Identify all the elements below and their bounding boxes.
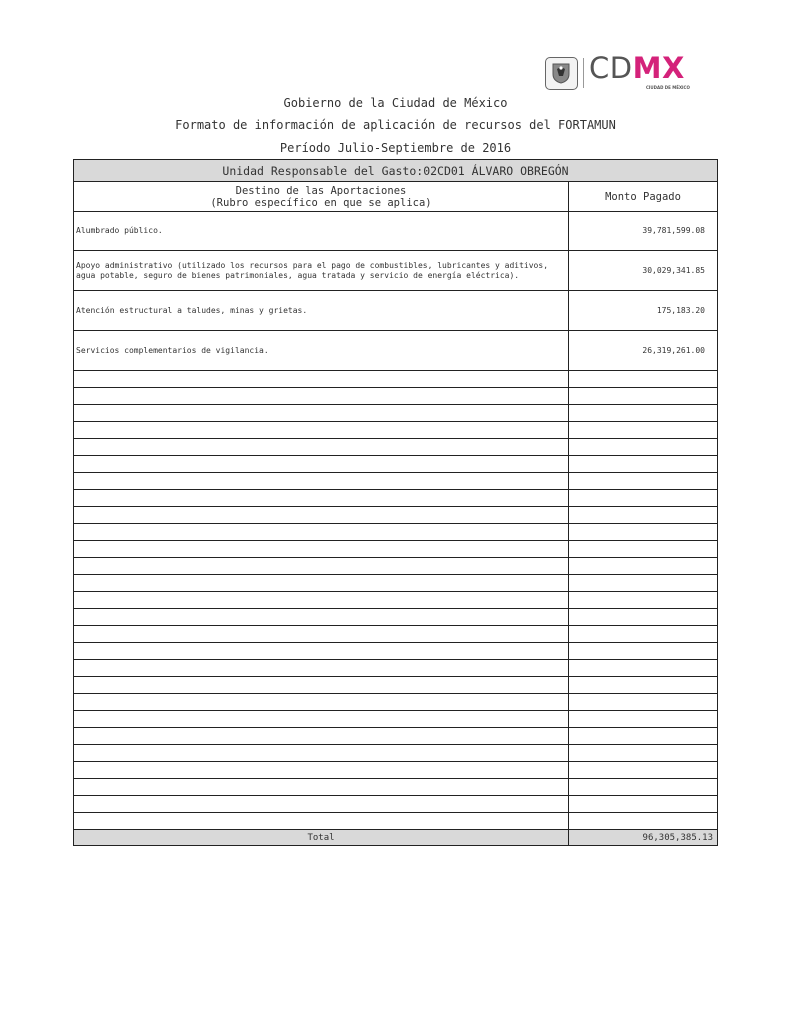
row-description: Servicios complementarios de vigilancia. — [74, 331, 569, 371]
row-amount: 175,183.20 — [569, 291, 718, 331]
empty-cell — [74, 694, 569, 711]
coat-of-arms-icon — [545, 57, 578, 90]
empty-row — [74, 745, 718, 762]
empty-cell — [569, 388, 718, 405]
empty-row — [74, 694, 718, 711]
fortamun-table — [73, 159, 718, 846]
empty-cell — [569, 575, 718, 592]
column-header-row — [74, 182, 718, 212]
empty-cell — [74, 473, 569, 490]
empty-cell — [74, 558, 569, 575]
empty-cell — [569, 643, 718, 660]
empty-row — [74, 677, 718, 694]
empty-row — [74, 592, 718, 609]
empty-cell — [74, 660, 569, 677]
empty-cell — [74, 541, 569, 558]
empty-cell — [569, 541, 718, 558]
empty-row — [74, 558, 718, 575]
destination-header — [74, 182, 569, 212]
empty-cell — [74, 388, 569, 405]
empty-cell — [74, 677, 569, 694]
empty-row — [74, 439, 718, 456]
empty-cell — [569, 507, 718, 524]
empty-row — [74, 796, 718, 813]
empty-cell — [74, 813, 569, 830]
empty-cell — [569, 439, 718, 456]
empty-cell — [569, 779, 718, 796]
empty-row — [74, 626, 718, 643]
empty-cell — [569, 677, 718, 694]
empty-cell — [74, 762, 569, 779]
empty-row — [74, 456, 718, 473]
empty-cell — [74, 422, 569, 439]
empty-row — [74, 388, 718, 405]
empty-row — [74, 541, 718, 558]
empty-cell — [569, 371, 718, 388]
unit-label: Unidad Responsable del Gasto:02CD01 ÁLVARO OBREGÓN — [74, 160, 718, 182]
empty-row — [74, 711, 718, 728]
empty-cell — [74, 456, 569, 473]
empty-row — [74, 507, 718, 524]
row-amount: 26,319,261.00 — [569, 331, 718, 371]
empty-row — [74, 405, 718, 422]
row-description: Alumbrado público. — [74, 212, 569, 251]
empty-cell — [74, 490, 569, 507]
row-description: Atención estructural a taludes, minas y grietas. — [74, 291, 569, 331]
empty-cell — [74, 779, 569, 796]
empty-row — [74, 762, 718, 779]
government-title: Gobierno de la Ciudad de México — [283, 96, 508, 110]
empty-cell — [74, 626, 569, 643]
logo-wordmark: CDMX — [589, 51, 685, 85]
empty-row — [74, 643, 718, 660]
empty-row — [74, 728, 718, 745]
empty-cell — [569, 422, 718, 439]
total-label: Total — [74, 830, 569, 846]
empty-row — [74, 371, 718, 388]
empty-cell — [569, 473, 718, 490]
period-title: Período Julio-Septiembre de 2016 — [279, 141, 512, 155]
empty-row — [74, 473, 718, 490]
empty-cell — [74, 728, 569, 745]
empty-cell — [569, 456, 718, 473]
destination-header-line1: Destino de las Aportaciones — [235, 184, 407, 197]
empty-cell — [74, 575, 569, 592]
logo-subtitle: CIUDAD DE MÉXICO — [646, 85, 690, 90]
empty-cell — [569, 796, 718, 813]
empty-row — [74, 660, 718, 677]
empty-cell — [569, 660, 718, 677]
empty-cell — [569, 694, 718, 711]
empty-cell — [569, 405, 718, 422]
empty-cell — [569, 813, 718, 830]
empty-cell — [74, 711, 569, 728]
empty-cell — [74, 609, 569, 626]
empty-cell — [74, 745, 569, 762]
total-row — [74, 830, 718, 846]
empty-row — [74, 490, 718, 507]
table-row — [74, 212, 718, 251]
empty-cell — [74, 405, 569, 422]
logo-divider — [583, 58, 584, 88]
empty-cell — [74, 524, 569, 541]
row-amount: 30,029,341.85 — [569, 251, 718, 291]
format-title: Formato de información de aplicación de recursos del FORTAMUN — [175, 118, 616, 132]
empty-cell — [569, 609, 718, 626]
empty-row — [74, 609, 718, 626]
empty-cell — [74, 796, 569, 813]
empty-cell — [569, 711, 718, 728]
unit-row — [74, 160, 718, 182]
empty-cell — [74, 371, 569, 388]
empty-cell — [74, 439, 569, 456]
empty-row — [74, 813, 718, 830]
destination-header-line2: (Rubro específico en que se aplica) — [210, 196, 432, 209]
empty-cell — [74, 507, 569, 524]
empty-cell — [569, 558, 718, 575]
empty-row — [74, 575, 718, 592]
empty-cell — [569, 728, 718, 745]
empty-cell — [569, 762, 718, 779]
empty-cell — [569, 490, 718, 507]
empty-cell — [569, 745, 718, 762]
row-amount: 39,781,599.08 — [569, 212, 718, 251]
empty-cell — [74, 592, 569, 609]
table-row — [74, 251, 718, 291]
table-row — [74, 291, 718, 331]
empty-cell — [569, 592, 718, 609]
empty-row — [74, 422, 718, 439]
table-row — [74, 331, 718, 371]
cdmx-logo — [545, 51, 695, 94]
empty-row — [74, 524, 718, 541]
empty-cell — [569, 524, 718, 541]
empty-cell — [74, 643, 569, 660]
empty-row — [74, 779, 718, 796]
total-amount: 96,305,385.13 — [569, 830, 718, 846]
row-description: Apoyo administrativo (utilizado los recursos para el pago de combustibles, lubricantes y aditivos, agua potable, seguro de bienes patrimoniales, agua tratada y servicio de energía eléctrica). — [74, 251, 569, 291]
empty-cell — [569, 626, 718, 643]
amount-header: Monto Pagado — [569, 182, 718, 212]
